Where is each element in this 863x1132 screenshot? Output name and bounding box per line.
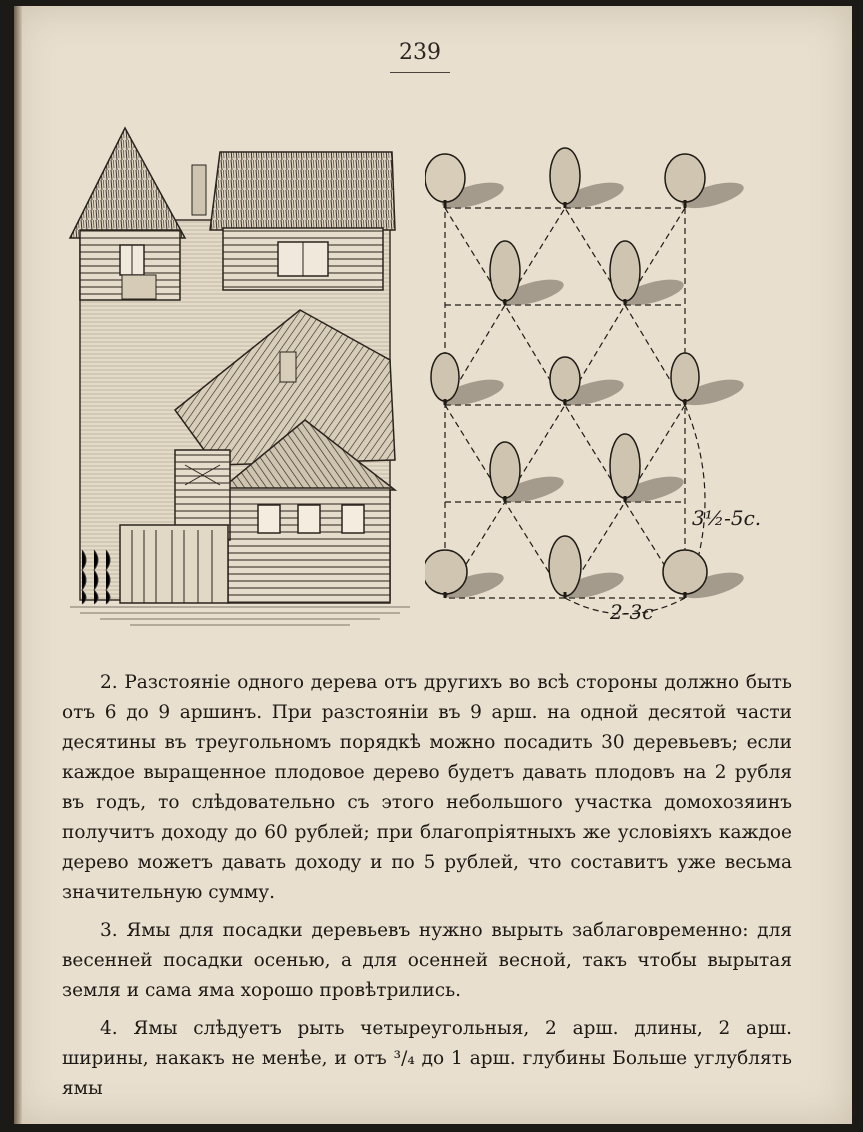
spacing-label-bottom: 2-3с — [610, 600, 654, 624]
paragraph-4: 4. Ямы слѣдуетъ рыть четыреугольныя, 2 арш. длины, 2 арш. ширины, накакъ не менѣе, и отъ ³/₄ до 1 арш. глубины Больше углублять ямы — [62, 1018, 792, 1099]
body-text — [62, 668, 792, 1112]
farmstead-illustration — [60, 120, 420, 640]
tree-planting-diagram — [425, 130, 765, 640]
page-number-underline — [390, 72, 450, 73]
spacing-label-side: 3½-5с. — [692, 506, 762, 530]
paragraph-3: 3. Ямы для посадки деревьевъ нужно вырыть заблаговременно: для весенней посадки осенью, а для осенней весной, такъ чтобы вырытая земля и сама яма хорошо провѣтрились. — [62, 920, 792, 1001]
page-number: 239 — [399, 40, 441, 65]
figure — [60, 120, 760, 640]
paragraph-2: 2. Разстояніе одного дерева отъ другихъ во всѣ стороны должно быть отъ 6 до 9 аршинъ. При разстояніи въ 9 арш. на одной десятой части десятины въ треугольномъ порядкѣ можно посадить 30 деревьевъ; если каждое выращенное плодовое дерево будетъ давать плодовъ на 2 рубля въ годъ, то слѣдовательно съ этого небольшого участка домохозяинъ получитъ доходу до 60 рублей; при благопріятныхъ же условіяхъ каждое дерево можетъ давать доходу и по 5 рублей, что составитъ уже весьма значительную сумму. — [62, 672, 792, 903]
trees — [425, 148, 746, 603]
page-binding-edge — [14, 6, 22, 1124]
